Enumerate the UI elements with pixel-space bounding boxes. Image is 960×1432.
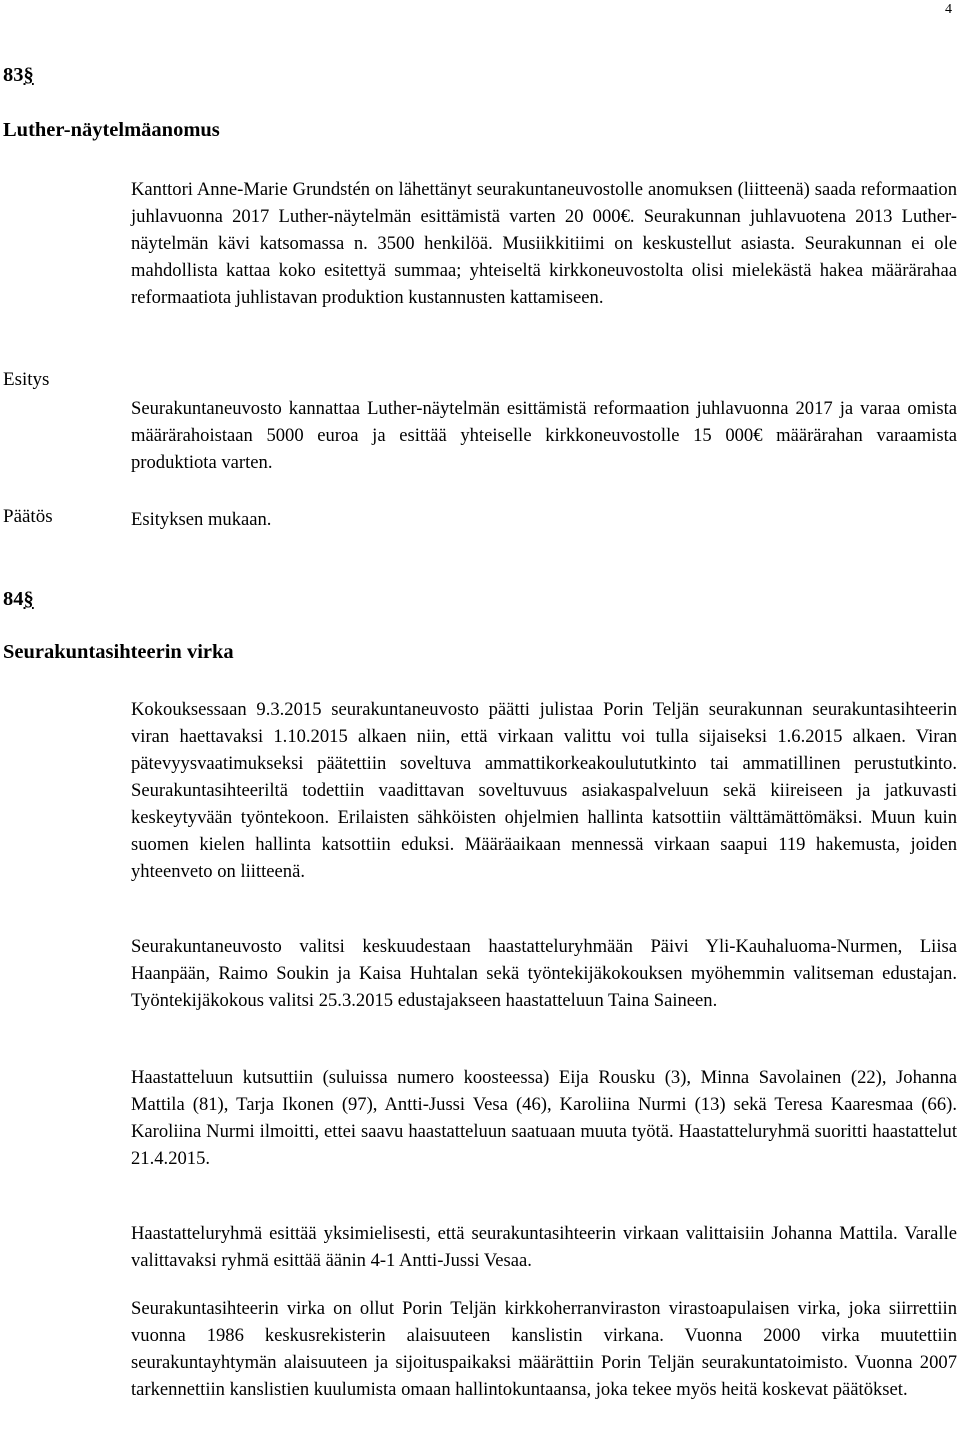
section-84-number-heading	[3, 588, 34, 611]
section-84-symbol: §	[23, 588, 34, 610]
section-84-paragraph-4: Haastatteluryhmä esittää yksimielisesti, että seurakuntasihteerin virkaan valittaisiin Johanna Mattila. Varalle valittavaksi ryhmä esittää äänin 4-1 Antti-Jussi Vesaa.	[131, 1223, 957, 1271]
section-83-paragraph: Kanttori Anne-Marie Grundstén on lähettänyt seurakuntaneuvostolle anomuksen (liitteenä) saada reformaation juhlavuonna 2017 Luther-näytelmän esittämistä varten 20 000€. Seurakunnan juhlavuotena 2013 Luther-näytelmän kävi katsomassa n. 3500 henkilöä. Musiikkitiimi on keskustellut asiasta. Seurakunnan ei ole mahdollista kattaa koko esitettyä summaa; yhteiseltä kirkkoneuvostolta olisi mielekästä hakea määrärahaa reformaatiota juhlistavan produktion kustannusten kattamiseen.	[131, 179, 957, 308]
section-83-symbol: §	[23, 64, 34, 86]
section-83-number: 83	[3, 64, 24, 86]
section-84-paragraph-3: Haastatteluun kutsuttiin (suluissa numero koosteessa) Eija Rousku (3), Minna Savolainen (22), Johanna Mattila (81), Tarja Ikonen (97), Antti-Jussi Vesa (46), Karoliina Nurmi (13) sekä Teresa Kaaresmaa (66). Karoliina Nurmi ilmoitti, ettei saavu haastatteluun saatuaan muuta työtä. Haastatteluryhmä suoritti haastattelut 21.4.2015.	[131, 1067, 957, 1169]
section-84-paragraph-2: Seurakuntaneuvosto valitsi keskuudestaan haastatteluryhmään Päivi Yli-Kauhaluoma-Nurmen, Liisa Haanpään, Raimo Soukin ja Kaisa Huhtalan sekä työntekijäkokouksen myöhemmin valitseman edustajan. Työntekijäkokous valitsi 25.3.2015 edustajakseen haastatteluun Taina Saineen.	[131, 936, 957, 1011]
section-83-title: Luther-näytelmäanomus	[3, 119, 220, 141]
section-83-number-heading	[3, 64, 34, 87]
paatos-label: Päätös	[3, 506, 53, 527]
esitys-text: Seurakuntaneuvosto kannattaa Luther-näytelmän esittämistä reformaation juhlavuonna 2017 ja varaa omista määrärahoistaan 5000 euroa ja esittää yhteiselle kirkkoneuvostolle 15 000€ määrärahan varaamista produktiota varten.	[131, 398, 957, 473]
section-84-paragraph-1: Kokouksessaan 9.3.2015 seurakuntaneuvosto päätti julistaa Porin Teljän seurakunnan seurakuntasihteerin viran haettavaksi 1.10.2015 alkaen niin, että virkaan valittu voi tulla sijaiseksi 1.6.2015 alkaen. Viran pätevyysvaatimukseksi päätettiin soveltuva ammattikorkeakoulututkinto tai ammatillinen perustutkinto. Seurakuntasihteeriltä todettiin vaadittavan soveltuvuus asiakaspalveluun sekä kiireiseen ja jatkuvasti keskeytyvään työntekoon. Erilaisten sähköisten ohjelmien hallinta katsottiin välttämättömäksi. Muun kuin suomen kielen hallinta katsottiin eduksi. Määräaikaan mennessä virkaan saapui 119 hakemusta, joiden yhteenveto on liitteenä.	[131, 699, 957, 882]
esitys-label: Esitys	[3, 369, 50, 390]
section-84-title: Seurakuntasihteerin virka	[3, 641, 234, 663]
paatos-text: Esityksen mukaan.	[131, 509, 272, 530]
page-number: 4	[945, 2, 952, 17]
section-84-paragraph-5: Seurakuntasihteerin virka on ollut Porin Teljän kirkkoherranviraston virastoapulaisen virka, joka siirrettiin vuonna 1986 keskusrekisterin alaisuuteen kanslistin virkana. Vuonna 2000 virka muutettiin seurakuntayhtymän alaisuuteen ja sijoituspaikaksi määrättiin Porin Teljän seurakuntatoimisto. Vuonna 2007 tarkennettiin kanslistien kuulumista omaan hallintokuntaansa, joka tekee myös heitä koskevat päätökset.	[131, 1298, 957, 1400]
section-84-number: 84	[3, 588, 24, 610]
